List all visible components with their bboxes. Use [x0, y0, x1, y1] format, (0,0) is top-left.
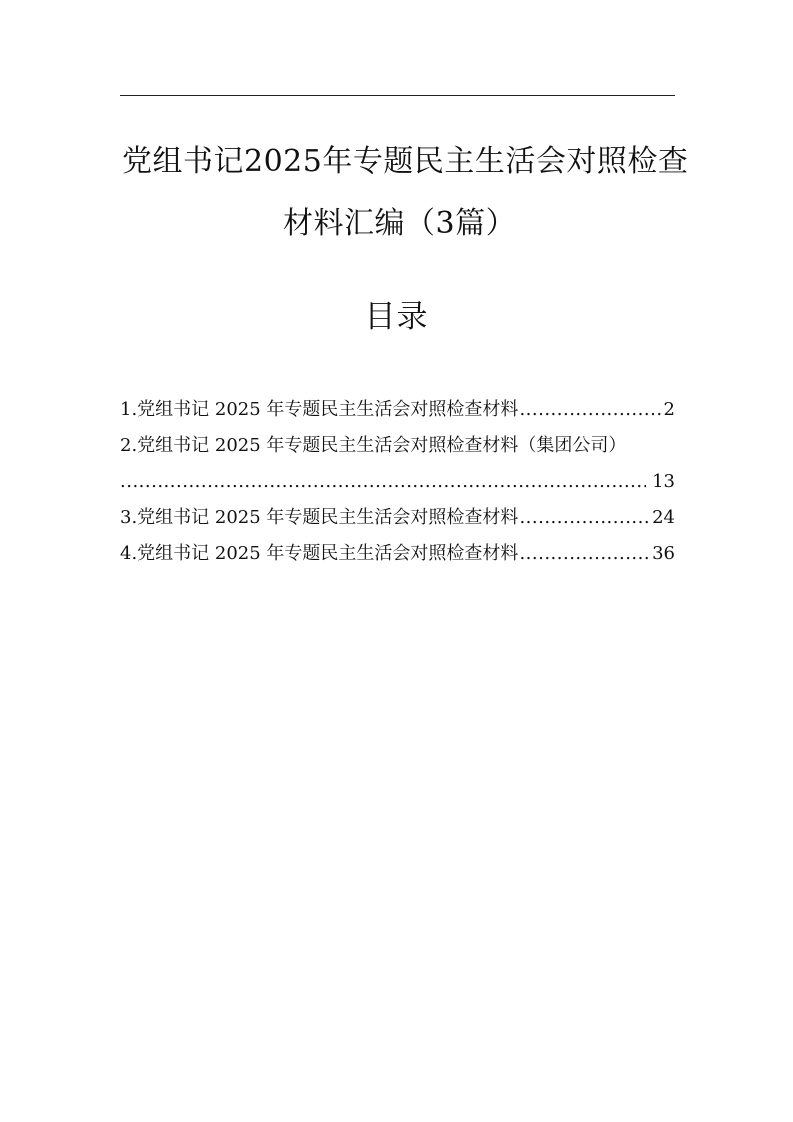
- toc-entry-4[interactable]: [120, 536, 675, 572]
- toc-entry-title: 2.党组书记 2025 年专题民主生活会对照检查材料（集团公司）: [120, 435, 627, 456]
- toc-dot-leader: [519, 500, 651, 536]
- toc-entry-title: 4.党组书记 2025 年专题民主生活会对照检查材料: [120, 543, 519, 564]
- toc-entry-page: 36: [652, 543, 675, 564]
- toc-entry-page: 24: [652, 507, 675, 528]
- toc-heading: 目录: [364, 299, 429, 335]
- toc-entry-page: 13: [652, 471, 675, 492]
- toc-entry-title: 1.党组书记 2025 年专题民主生活会对照检查材料: [120, 399, 519, 420]
- toc-entry-page: 2: [663, 399, 675, 420]
- toc-dot-leader: [120, 464, 646, 500]
- table-of-contents: [120, 392, 675, 572]
- toc-dot-leader: [519, 536, 651, 572]
- header-rule: [120, 95, 675, 96]
- document-title-line-1: 党组书记2025年专题民主生活会对照检查: [122, 144, 689, 179]
- toc-entry-3[interactable]: [120, 500, 675, 536]
- toc-dot-leader: [519, 392, 662, 428]
- toc-entry-title: 3.党组书记 2025 年专题民主生活会对照检查材料: [120, 507, 519, 528]
- toc-entry-1[interactable]: [120, 392, 675, 428]
- document-title-line-2: 材料汇编（3篇）: [283, 206, 517, 241]
- toc-entry-2[interactable]: [120, 428, 675, 500]
